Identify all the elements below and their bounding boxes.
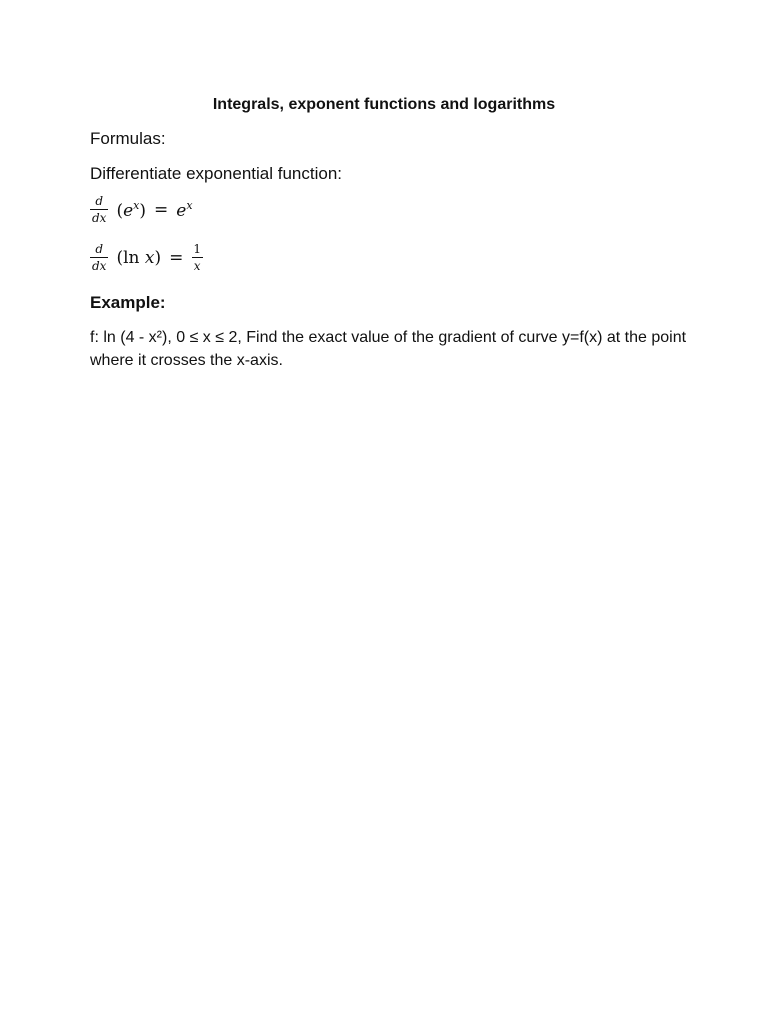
formula-2-equals: = xyxy=(169,247,184,268)
example-label: Example: xyxy=(90,293,166,312)
derivative-operator xyxy=(90,242,108,273)
rhs-exponent: x xyxy=(186,198,193,212)
rhs-denominator: x xyxy=(193,259,201,273)
formula-1-rhs xyxy=(176,199,192,221)
lhs-ln-text: (ln xyxy=(116,247,145,268)
formula-2-lhs xyxy=(116,248,161,268)
document-title: Integrals, exponent functions and logarithms xyxy=(212,96,556,113)
lhs-variable: x xyxy=(144,247,155,268)
derivative-numerator: d xyxy=(95,194,104,208)
rhs-base: e xyxy=(176,200,187,221)
derivative-denominator: dx xyxy=(92,211,107,225)
derivative-denominator: dx xyxy=(92,259,107,273)
lhs-open-paren: ( xyxy=(116,200,124,221)
formula-derivative-ln xyxy=(90,242,203,273)
derivative-operator xyxy=(90,194,108,225)
formulas-label: Formulas: xyxy=(90,129,166,148)
lhs-base: e xyxy=(123,200,134,221)
rhs-fraction xyxy=(191,242,203,273)
lhs-close-paren: ) xyxy=(139,200,147,221)
lhs-exponent: x xyxy=(133,198,140,212)
formula-1-lhs xyxy=(116,199,146,221)
lhs-close-paren: ) xyxy=(154,247,162,268)
differentiate-label: Differentiate exponential function: xyxy=(90,164,343,183)
rhs-numerator: 1 xyxy=(193,242,201,256)
formula-1-equals: = xyxy=(154,199,169,220)
derivative-numerator: d xyxy=(95,242,104,256)
example-text: f: ln (4 - x²), 0 ≤ x ≤ 2, Find the exact value of the gradient of curve y=f(x) at the point where it crosses the x-axis. xyxy=(90,329,687,369)
formula-derivative-exp xyxy=(90,194,193,225)
